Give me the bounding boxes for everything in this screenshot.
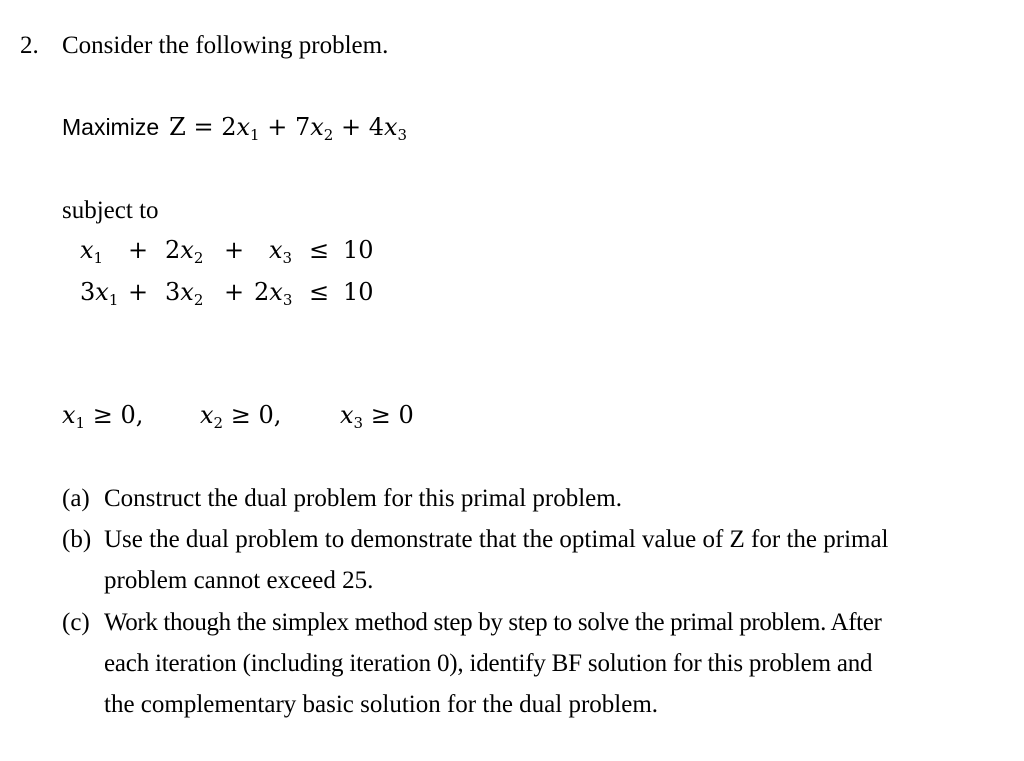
part-b-text-line-2: problem cannot exceed 25. bbox=[104, 567, 374, 594]
constraint-rhs: 10 bbox=[343, 236, 374, 264]
var-x: x bbox=[340, 401, 354, 429]
part-c-text-line-2: each iteration (including iteration 0), identify BF solution for this problem and bbox=[104, 650, 873, 677]
objective-coef-1: 2 bbox=[221, 113, 237, 141]
var-x: x bbox=[200, 401, 214, 429]
plus-sign: + bbox=[128, 236, 149, 264]
var-x: x bbox=[95, 278, 109, 306]
subject-to-label: subject to bbox=[62, 197, 159, 224]
constraint-coef: 3 bbox=[165, 278, 181, 306]
plus-sign: + bbox=[224, 278, 245, 306]
var-x: x bbox=[80, 236, 94, 264]
var-x: x bbox=[269, 236, 283, 264]
nonneg-operator: ≥ bbox=[92, 401, 113, 429]
part-b-text-line-1: Use the dual problem to demonstrate that the optimal value of Z for the primal bbox=[104, 526, 889, 553]
objective-lhs: Z bbox=[169, 113, 186, 141]
part-b-label: (b) bbox=[62, 526, 92, 553]
problem-number: 2. bbox=[20, 32, 39, 59]
nonneg-value: 0 bbox=[120, 401, 136, 429]
var-subscript: 2 bbox=[193, 249, 204, 267]
objective-function: Maximize $Z = 2x_1 + 7x_2 + 4x_3$ bbox=[62, 113, 408, 144]
problem-intro: Consider the following problem. bbox=[62, 32, 389, 59]
maximize-label: Maximize bbox=[62, 114, 160, 140]
nonneg-operator: ≥ bbox=[230, 401, 251, 429]
var-subscript: 2 bbox=[193, 291, 204, 309]
nonneg-x1 bbox=[62, 401, 144, 432]
var-subscript: 3 bbox=[353, 414, 364, 432]
var-x: x bbox=[180, 278, 194, 306]
var-subscript: 3 bbox=[282, 249, 293, 267]
constraint-operator: ≤ bbox=[309, 278, 330, 306]
constraint-coef: 2 bbox=[165, 236, 181, 264]
var-subscript: 1 bbox=[75, 414, 86, 432]
nonneg-operator: ≥ bbox=[370, 401, 391, 429]
var-x: x bbox=[310, 113, 324, 141]
plus-sign: + bbox=[224, 236, 245, 264]
part-c-text-line-1: Work though the simplex method step by step to solve the primal problem. After bbox=[104, 609, 882, 636]
var-subscript: 1 bbox=[108, 291, 119, 309]
constraint-operator: ≤ bbox=[309, 236, 330, 264]
nonneg-x2 bbox=[200, 401, 282, 432]
objective-coef-3: 4 bbox=[368, 113, 384, 141]
nonneg-separator: , bbox=[135, 401, 144, 429]
nonneg-value: 0 bbox=[398, 401, 414, 429]
var-subscript: 3 bbox=[282, 291, 293, 309]
var-x: x bbox=[180, 236, 194, 264]
nonneg-value: 0 bbox=[258, 401, 274, 429]
var-subscript: 1 bbox=[250, 126, 260, 144]
var-x: x bbox=[383, 113, 398, 141]
nonneg-separator: , bbox=[273, 401, 282, 429]
var-x: x bbox=[236, 113, 251, 141]
constraint-coef: 2 bbox=[254, 278, 270, 306]
part-a-text: Construct the dual problem for this primal problem. bbox=[104, 485, 622, 512]
part-c-text-line-3: the complementary basic solution for the dual problem. bbox=[104, 691, 659, 718]
plus-sign: + bbox=[128, 278, 149, 306]
constraint-coef: 3 bbox=[80, 278, 96, 306]
objective-coef-2: 7 bbox=[294, 113, 311, 141]
var-subscript: 1 bbox=[93, 249, 104, 267]
var-subscript: 2 bbox=[323, 126, 334, 144]
var-x: x bbox=[269, 278, 283, 306]
var-x: x bbox=[62, 401, 76, 429]
part-a-label: (a) bbox=[62, 485, 90, 512]
var-subscript: 2 bbox=[213, 414, 224, 432]
constraint-rhs: 10 bbox=[343, 278, 374, 306]
nonneg-x3 bbox=[340, 401, 414, 432]
objective-equals: = bbox=[193, 113, 214, 141]
part-c-label: (c) bbox=[62, 609, 90, 636]
var-subscript: 3 bbox=[397, 126, 408, 144]
